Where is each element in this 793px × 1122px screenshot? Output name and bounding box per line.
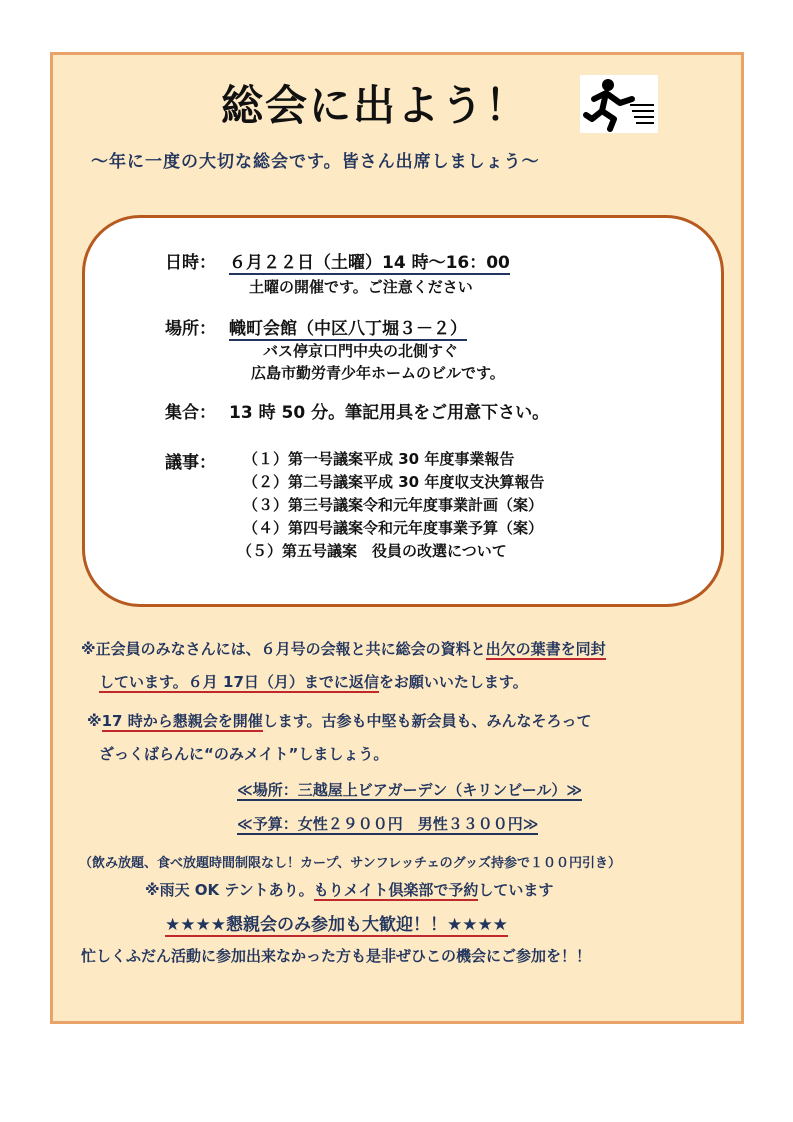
place-note-2: 広島市勤労青少年ホームのビルです。 xyxy=(251,364,505,382)
datetime-label: 日時： xyxy=(165,253,216,273)
welcome-line: ★★★★懇親会のみ参加も大歓迎！！★★★★ xyxy=(165,915,508,935)
datetime-value: ６月２２日（土曜）14 時～16：00 xyxy=(229,248,510,275)
flyer xyxy=(50,52,744,1024)
agenda-item: （４）第四号議案令和元年度事業予算（案） xyxy=(243,519,544,537)
place-label: 場所： xyxy=(165,319,216,339)
notice-emphasis: 出欠の葉書を同封 xyxy=(485,640,606,658)
agenda-item: （１）第一号議案平成 30 年度事業報告 xyxy=(243,450,515,468)
notice-line-2: しています。６月 17日（月）までに返信をお願いいたします。 xyxy=(99,673,528,691)
meeting-label: 集合： xyxy=(165,403,216,423)
agenda-label: 議事： xyxy=(165,453,216,473)
running-person-icon xyxy=(580,75,658,133)
closing-line: 忙しくふだん活動に参加出来なかった方も是非ぜひこの機会にご参加を！！ xyxy=(81,947,592,965)
drinks-note: （飲み放題、食べ放題時間制限なし！カープ、サンフレッチェのグッズ持参で１００円引き） xyxy=(79,856,621,871)
meeting-value: 13 時 50 分。筆記用具をご用意下さい。 xyxy=(229,403,550,423)
party-line-2: ざっくばらんに“のみメイト”しましょう。 xyxy=(99,745,389,763)
place-value: 幟町会館（中区八丁堀３－２） xyxy=(229,314,467,341)
info-box xyxy=(82,215,724,607)
page-title: 総会に出よう！ xyxy=(221,81,530,130)
party-line-1: ※17 時から懇親会を開催します。古参も中堅も新会員も、みんなそろって xyxy=(87,712,592,730)
budget-line: ≪予算：女性２９００円 男性３３００円≫ xyxy=(237,815,539,833)
subtitle: ～年に一度の大切な総会です。皆さん出席しましょう～ xyxy=(91,152,540,172)
rain-line: ※雨天 OK テントあり。もりメイト倶楽部で予約しています xyxy=(145,881,554,899)
rain-emphasis: もりメイト倶楽部で予約 xyxy=(313,881,479,899)
datetime-note: 土曜の開催です。ご注意ください xyxy=(249,278,473,296)
venue-line: ≪場所：三越屋上ビアガーデン（キリンビール）≫ xyxy=(237,781,583,799)
place-note-1: バス停京口門中央の北側すぐ xyxy=(263,342,459,360)
agenda-item: （２）第二号議案平成 30 年度収支決算報告 xyxy=(243,473,545,491)
agenda-item: （５）第五号議案 役員の改選について xyxy=(237,542,507,560)
party-emphasis: 17 時から懇親会を開催 xyxy=(101,712,263,730)
agenda-item: （３）第三号議案令和元年度事業計画（案） xyxy=(243,496,544,514)
notice-line-1: ※正会員のみなさんには、６月号の会報と共に総会の資料と出欠の葉書を同封 xyxy=(81,640,606,658)
